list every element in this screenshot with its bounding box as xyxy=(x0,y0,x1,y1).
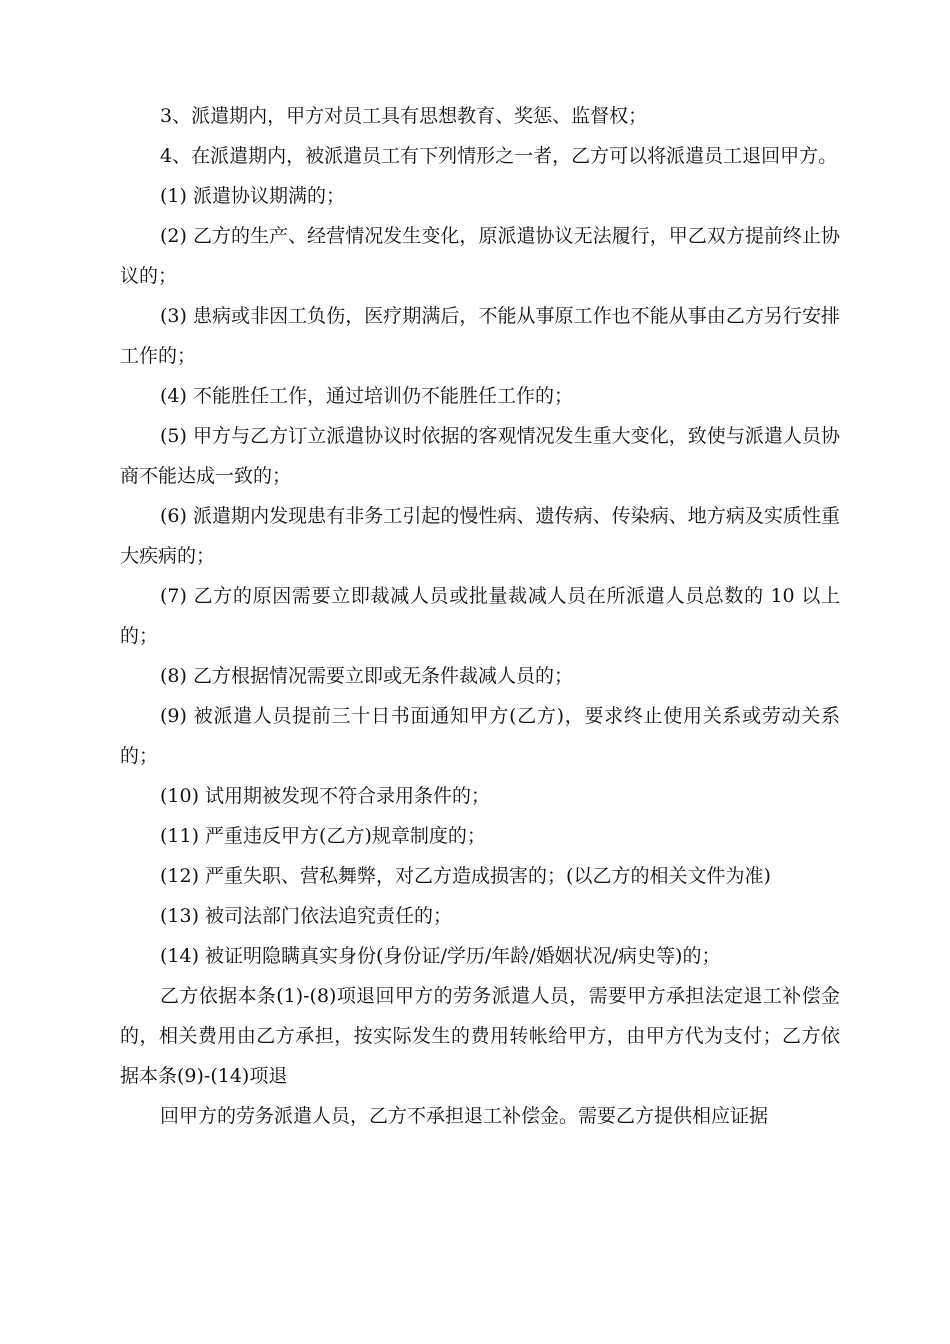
paragraph-item-13: (13) 被司法部门依法追究责任的； xyxy=(160,905,453,927)
paragraph-item-4: (4) 不能胜任工作，通过培训仍不能胜任工作的； xyxy=(160,385,573,407)
document-body xyxy=(120,96,840,1136)
paragraph-item-3: (3) 患病或非因工负伤，医疗期满后，不能从事原工作也不能从事由乙方另行安排工作的； xyxy=(120,305,840,367)
paragraph-item-14: (14) 被证明隐瞒真实身份(身份证/学历/年龄/婚姻状况/病史等)的； xyxy=(160,945,721,967)
paragraph-item-11: (11) 严重违反甲方(乙方)规章制度的； xyxy=(160,825,486,847)
paragraph-item-8: (8) 乙方根据情况需要立即或无条件裁减人员的； xyxy=(160,665,573,687)
paragraph-item-7: (7) 乙方的原因需要立即裁减人员或批量裁减人员在所派遣人员总数的 10 以上的； xyxy=(120,585,840,647)
paragraph-item-12: (12) 严重失职、营私舞弊，对乙方造成损害的；(以乙方的相关文件为准) xyxy=(160,865,771,887)
paragraph-item-6: (6) 派遣期内发现患有非务工引起的慢性病、遗传病、传染病、地方病及实质性重大疾病的； xyxy=(120,505,840,567)
paragraph-item-5: (5) 甲方与乙方订立派遣协议时依据的客观情况发生重大变化，致使与派遣人员协商不能达成一致的； xyxy=(120,425,840,487)
paragraph-compensation-terms: 乙方依据本条(1)-(8)项退回甲方的劳务派遣人员，需要甲方承担法定退工补偿金的，相关费用由乙方承担，按实际发生的费用转帐给甲方，由甲方代为支付；乙方依据本条(9)-(14)项退 xyxy=(120,985,840,1087)
paragraph-clause-4: 4、在派遣期内，被派遣员工有下列情形之一者，乙方可以将派遣员工退回甲方。 xyxy=(160,145,838,167)
paragraph-compensation-continued: 回甲方的劳务派遣人员，乙方不承担退工补偿金。需要乙方提供相应证据 xyxy=(160,1105,769,1127)
paragraph-item-9: (9) 被派遣人员提前三十日书面通知甲方(乙方)，要求终止使用关系或劳动关系的； xyxy=(120,705,840,767)
paragraph-item-1: (1) 派遣协议期满的； xyxy=(160,185,345,207)
paragraph-item-2: (2) 乙方的生产、经营情况发生变化，原派遣协议无法履行，甲乙双方提前终止协议的； xyxy=(120,225,840,287)
paragraph-item-10: (10) 试用期被发现不符合录用条件的； xyxy=(160,785,491,807)
paragraph-clause-3: 3、派遣期内，甲方对员工具有思想教育、奖惩、监督权； xyxy=(160,105,648,127)
